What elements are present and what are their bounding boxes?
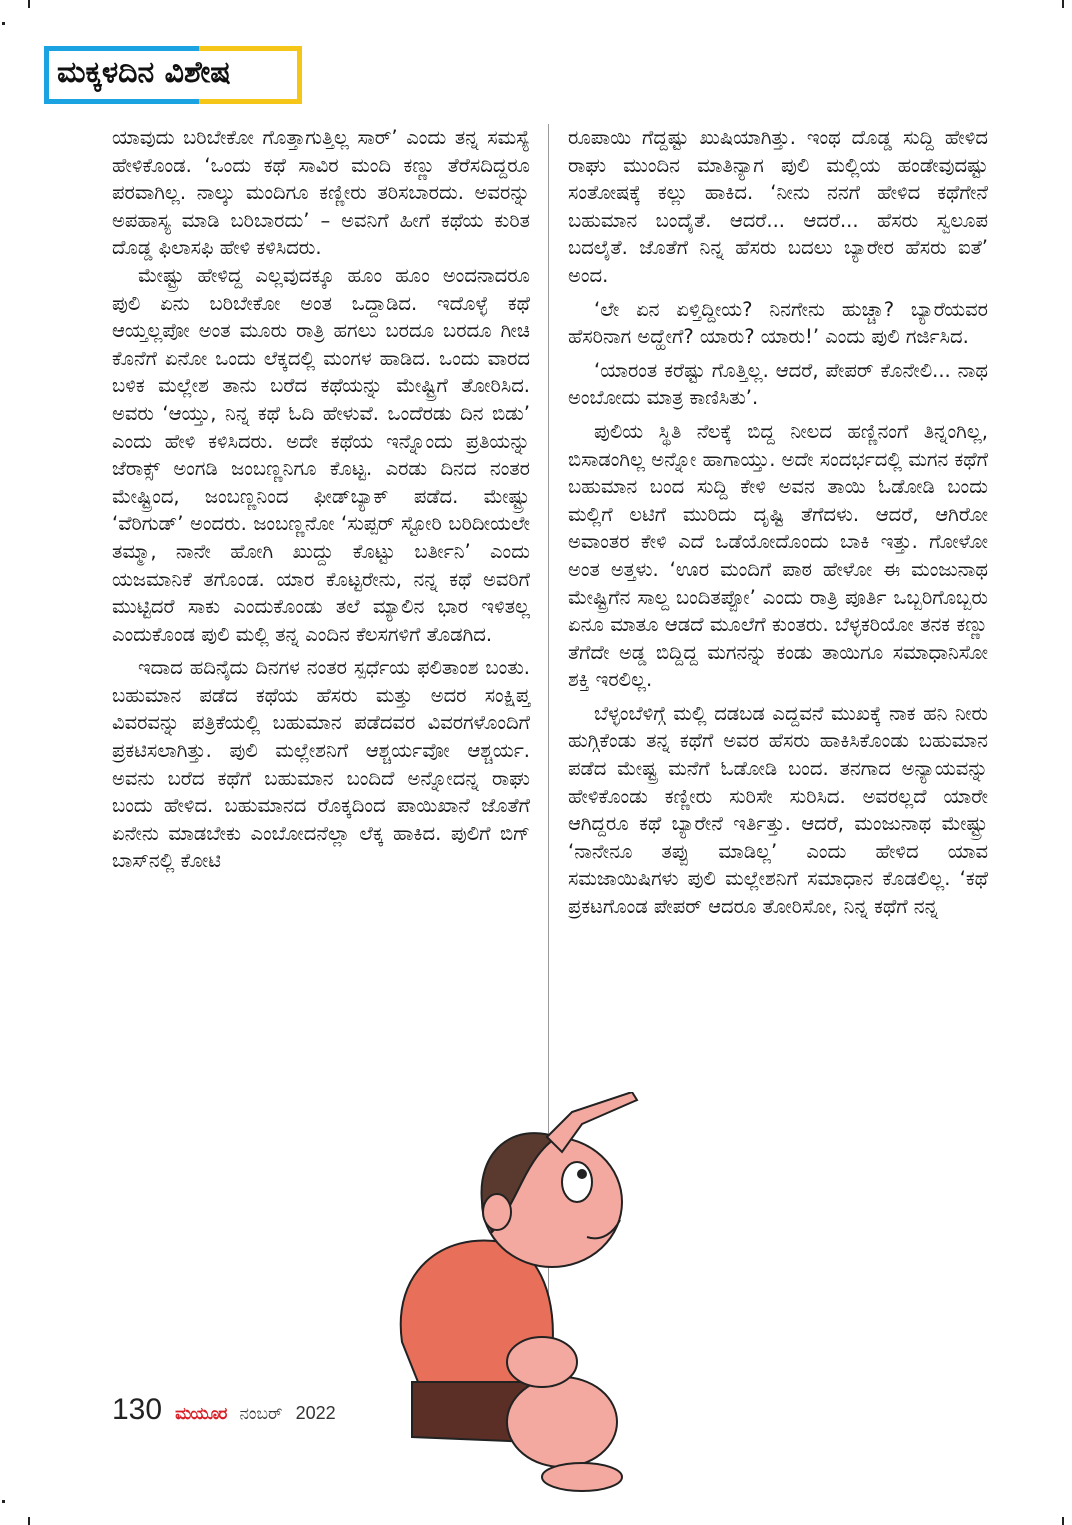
page-footer — [112, 1393, 336, 1427]
paragraph: ಯಾವುದು ಬರಿಬೇಕೋ ಗೊತ್ತಾಗುತ್ತಿಲ್ಲ ಸಾರ್’ ಎಂದು ತನ್ನ ಸಮಸ್ಯೆ ಹೇಳಿಕೊಂಡ. ‘ಒಂದು ಕಥೆ ಸಾವಿರ ಮಂದಿ ಕಣ್ಣು ತೆರೆಸದಿದ್ದರೂ ಪರವಾಗಿಲ್ಲ. ನಾಲ್ಕು ಮಂದಿಗೂ ಕಣ್ಣೀರು ತರಿಸಬಾರದು. ಅವರನ್ನು ಅಪಹಾಸ್ಯ ಮಾಡಿ ಬರಿಬಾರದು’ – ಅವನಿಗೆ ಹೀಗೆ ಕಥೆಯ ಕುರಿತ ದೊಡ್ಡ ಫಿಲಾಸಫಿ ಹೇಳಿ ಕಳಿಸಿದರು. — [112, 126, 530, 260]
magazine-logo: ಮಯೂರ — [175, 1404, 227, 1424]
article-column-left — [112, 124, 530, 875]
paragraph: ಪುಲಿಯ ಸ್ಥಿತಿ ನೆಲಕ್ಕೆ ಬಿದ್ದ ನೀಲದ ಹಣ್ಣಿನಂಗೆ ತಿನ್ನಂಗಿಲ್ಲ, ಬಿಸಾಡಂಗಿಲ್ಲ ಅನ್ನೋ ಹಾಗಾಯ್ತು. ಅದೇ ಸಂದರ್ಭದಲ್ಲಿ ಮಗನ ಕಥೆಗೆ ಬಹುಮಾನ ಬಂದ ಸುದ್ದಿ ಕೇಳಿ ಅವನ ತಾಯಿ ಓಡೋಡಿ ಬಂದು ಮಲ್ಲಿಗೆ ಲಟಿಗೆ ಮುರಿದು ದೃಷ್ಟಿ ತೆಗೆದಳು. ಆದರೆ, ಆಗಿರೋ ಅವಾಂತರ ಕೇಳಿ ಎದೆ ಒಡೆಯೋದೊಂದು ಬಾಕಿ ಇತ್ತು. ಗೋಳೋ ಅಂತ ಅತ್ತಳು. ‘ಊರ ಮಂದಿಗೆ ಪಾಠ ಹೇಳೋ ಈ ಮಂಜುನಾಥ ಮೇಷ್ಟ್ರಿಗೆನ ಸಾಲ್ದ ಬಂದಿತಪ್ಪೋ’ ಎಂದು ರಾತ್ರಿ ಪೂರ್ತಿ ಒಬ್ಬರಿಗೊಬ್ಬರು ಏನೂ ಮಾತೂ ಆಡದೆ ಮೂಲೆಗೆ ಕುಂತರು. ಬೆಳ್ಳಕರಿಯೋ ತನಕ ಕಣ್ಣು ತೆಗೆದೇ ಅಡ್ಡ ಬಿದ್ದಿದ್ದ ಮಗನನ್ನು ಕಂಡು ತಾಯಿಗೂ ಸಮಾಧಾನಿಸೋ ಶಕ್ತಿ ಇರಲಿಲ್ಲ. — [568, 419, 988, 692]
boy-hand — [507, 1337, 577, 1387]
paragraph — [112, 654, 530, 875]
cartoon-boy-illustration — [382, 1092, 652, 1492]
crop-mark — [1062, 0, 1064, 8]
boy-pupil — [577, 1169, 587, 1179]
page-number: 130 — [112, 1393, 163, 1426]
paragraph: ರೂಪಾಯಿ ಗೆದ್ದಷ್ಟು ಖುಷಿಯಾಗಿತ್ತು. ಇಂಥ ದೊಡ್ಡ ಸುದ್ದಿ ಹೇಳಿದ ರಾಘು ಮುಂದಿನ ಮಾತಿನ್ಯಾಗ ಪುಲಿ ಮಲ್ಲಿಯ ಹಂಡೇವುದಷ್ಟು ಸಂತೋಷಕ್ಕೆ ಕಲ್ಲು ಹಾಕಿದ. ‘ನೀನು ನನಗೆ ಹೇಳಿದ ಕಥೆಗೇನೆ ಬಹುಮಾನ ಬಂದೈತೆ. ಆದರೆ... ಆದರೆ... ಹೆಸರು ಸ್ವಲೂಪ ಬದಲೈತೆ. ಜೊತೆಗೆ ನಿನ್ನ ಹೆಸರು ಬದಲು ಬ್ಯಾರೇರ ಹೆಸರು ಐತೆ’ ಅಂದ. — [568, 126, 988, 287]
header-border-accent — [199, 99, 302, 104]
header-border-accent — [199, 46, 302, 51]
issue-year: 2022 — [295, 1403, 336, 1423]
boy-eye — [562, 1162, 592, 1202]
boy-foot — [542, 1463, 622, 1491]
crop-mark — [2, 1500, 5, 1503]
paragraph-text: ಇದಾದ ಹದಿನೈದು ದಿನಗಳ ನಂತರ ಸ್ಪರ್ಧೆಯ ಫಲಿತಾಂಶ ಬಂತು. ಬಹುಮಾನ ಪಡೆದ ಕಥೆಯ ಹೆಸರು ಮತ್ತು ಅದರ ಸಂಕ್ಷಿಪ್ತ ವಿವರವನ್ನು ಪತ್ರಿಕೆಯಲ್ಲಿ ಬಹುಮಾನ ಪಡೆದವರ ವಿವರಗಳೊಂದಿಗೆ ಪ್ರಕಟಿಸಲಾಗಿತ್ತು. ಪುಲಿ ಮಲ್ಲೇಶನಿಗೆ ಆಶ್ಚರ್ಯವೋ ಆಶ್ಚರ್ಯ. ಅವನು ಬರೆದ ಕಥೆಗೆ ಬಹುಮಾನ ಬಂದಿದೆ ಅನ್ನೋದನ್ನ ರಾಘು ಬಂದು ಹೇಳಿದ. ಬಹುಮಾನದ ರೊಕ್ಕದಿಂದ ಪಾಯಿಖಾನೆ ಜೊತೆಗೆ ಏನೇನು ಮಾಡಬೇಕು ಎಂಬೋದನೆಲ್ಲಾ ಲೆಕ್ಕ ಹಾಕಿದ. ಪುಲಿಗೆ ಬಿಗ್ ಬಾಸ್‌ನಲ್ಲಿ ಕೋಟಿ — [112, 656, 530, 873]
issue-month: ನಂಬರ್ — [239, 1404, 283, 1424]
boy-knee — [507, 1377, 617, 1467]
crop-mark — [28, 1517, 30, 1525]
paragraph: ಮೇಷ್ಟ್ರು ಹೇಳಿದ್ದ ಎಲ್ಲವುದಕ್ಕೂ ಹೂಂ ಹೂಂ ಅಂದನಾದರೂ ಪುಲಿ ಏನು ಬರಿಬೇಕೋ ಅಂತ ಒದ್ದಾಡಿದ. ಇದೊಳ್ಳೆ ಕಥೆ ಆಯ್ತಲ್ಲಪೋ ಅಂತ ಮೂರು ರಾತ್ರಿ ಹಗಲು ಬರದೂ ಬರದೂ ಗೀಚಿ ಕೊನೆಗೆ ಏನೋ ಒಂದು ಲೆಕ್ಕದಲ್ಲಿ ಮಂಗಳ ಹಾಡಿದ. ಒಂದು ವಾರದ ಬಳಿಕ ಮಲ್ಲೇಶ ತಾನು ಬರೆದ ಕಥೆಯನ್ನು ಮೇಷ್ಟ್ರಿಗೆ ತೋರಿಸಿದ. ಅವರು ‘ಆಯ್ತು, ನಿನ್ನ ಕಥೆ ಓದಿ ಹೇಳುವೆ. ಒಂದೆರಡು ದಿನ ಬಿಡು’ ಎಂದು ಹೇಳಿ ಕಳಿಸಿದರು. ಅದೇ ಕಥೆಯ ಇನ್ನೊಂದು ಪ್ರತಿಯನ್ನು ಜೆರಾಕ್ಸ್ ಅಂಗಡಿ ಜಂಬಣ್ಣನಿಗೂ ಕೊಟ್ಟ. ಎರಡು ದಿನದ ನಂತರ ಮೇಷ್ಟ್ರಿಂದ, ಜಂಬಣ್ಣನಿಂದ ಫೀಡ್‌ಬ್ಯಾಕ್ ಪಡೆದ. ಮೇಷ್ಟ್ರು ‘ವೆರಿಗುಡ್’ ಅಂದರು. ಜಂಬಣ್ಣನೋ ‘ಸುಪ್ಪರ್ ಸ್ಟೋರಿ ಬರಿದೀಯಲೇ ತಮ್ಮಾ, ನಾನೇ ಹೋಗಿ ಖುದ್ದು ಕೊಟ್ಟು ಬರ್ತೀನಿ’ ಎಂದು ಯಜಮಾನಿಕೆ ತಗೊಂಡ. ಯಾರ ಕೊಟ್ಟರೇನು, ನನ್ನ ಕಥೆ ಅವರಿಗೆ ಮುಟ್ಟಿದರೆ ಸಾಕು ಎಂದುಕೊಂಡು ತಲೆ ಮ್ಯಾಲಿನ ಭಾರ ಇಳಿತಲ್ಲ ಎಂದುಕೊಂಡ ಪುಲಿ ಮಲ್ಲಿ ತನ್ನ ಎಂದಿನ ಕೆಲಸಗಳಿಗೆ ತೊಡಗಿದ. — [112, 263, 530, 646]
crop-mark — [28, 0, 30, 8]
paragraph: ‘ಯಾರಂತ ಕರೆಷ್ಟು ಗೊತ್ತಿಲ್ಲ. ಆದರೆ, ಪೇಪರ್ ಕೊನೇಲಿ... ನಾಥ ಅಂಬೋದು ಮಾತ್ರ ಕಾಣಿಸಿತು’. — [568, 358, 988, 410]
article-column-right — [568, 124, 988, 921]
section-header — [44, 46, 302, 104]
section-title: ಮಕ್ಕಳದಿನ ವಿಶೇಷ — [57, 55, 231, 90]
crop-mark — [1062, 1517, 1064, 1525]
paragraph: ಬೆಳ್ಳಂಬೆಳಿಗ್ಗೆ ಮಲ್ಲಿ ದಡಬಡ ಎದ್ದವನೆ ಮುಖಕ್ಕೆ ನಾಕ ಹನಿ ನೀರು ಹುಗ್ಗಿಕೆಂಡು ತನ್ನ ಕಥೆಗೆ ಅವರ ಹೆಸರು ಹಾಕಿಸಿಕೊಂಡು ಬಹುಮಾನ ಪಡೆದ ಮೇಷ್ಟ್ರ ಮನೆಗೆ ಓಡೋಡಿ ಬಂದ. ತನಗಾದ ಅನ್ಯಾಯವನ್ನು ಹೇಳಿಕೊಂಡು ಕಣ್ಣೀರು ಸುರಿಸೇ ಸುರಿಸಿದ. ಅವರಲ್ಲದೆ ಯಾರೇ ಆಗಿದ್ದರೂ ಕಥೆ ಬ್ಯಾರೇನೆ ಇರ್ತಿತ್ತು. ಆದರೆ, ಮಂಜುನಾಥ ಮೇಷ್ಟ್ರು ‘ನಾನೇನೂ ತಪ್ಪು ಮಾಡಿಲ್ಲ’ ಎಂದು ಹೇಳಿದ ಯಾವ ಸಮಜಾಯಿಷಿಗಳು ಪುಲಿ ಮಲ್ಲೇಶನಿಗೆ ಸಮಾಧಾನ ಕೊಡಲಿಲ್ಲ. ‘ಕಥೆ ಪ್ರಕಟಗೊಂಡ ಪೇಪರ್ ಆದರೂ ತೋರಿಸೋ, ನಿನ್ನ ಕಥೆಗೆ ನನ್ನ — [568, 701, 988, 919]
crop-mark — [2, 22, 5, 25]
boy-ear — [483, 1194, 511, 1230]
paragraph: ‘ಲೇ ಏನ ಏಳ್ತಿದ್ದೀಯ? ನಿನಗೇನು ಹುಚ್ಚಾ? ಬ್ಯಾರೆಯವರ ಹೆಸರಿನಾಗ ಅದ್ಹೇಗೆ? ಯಾರು? ಯಾರು!’ ಎಂದು ಪುಲಿ ಗರ್ಜಿಸಿದ. — [568, 297, 988, 349]
